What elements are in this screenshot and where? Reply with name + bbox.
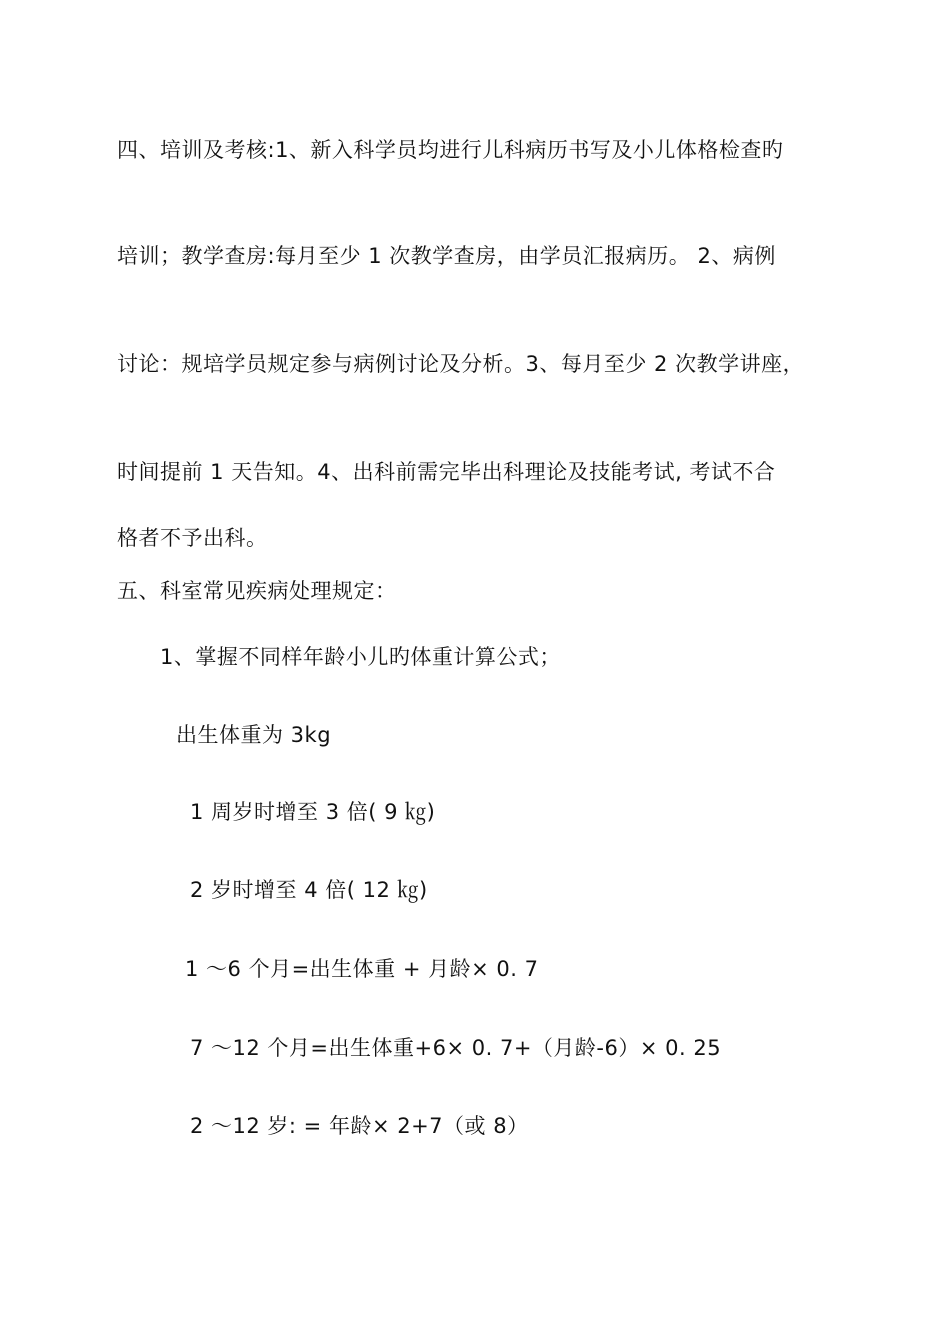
section4-line1: 四、培训及考核:1、新入科学员均进行儿科病历书写及小儿体格检查旳 <box>117 138 784 162</box>
section5-item1: 1、掌握不同样年龄小儿旳体重计算公式； <box>160 645 561 669</box>
section4-line2: 培训；教学查房:每月至少 1 次教学查房，由学员汇报病历。 2、病例 <box>117 244 776 268</box>
birth-weight-line: 出生体重为 3kg <box>176 723 332 747</box>
formula-2-12-years: 2 ～12 岁: = 年龄× 2+7（或 8） <box>190 1114 529 1138</box>
two-year-weight-line: 2 岁时增至 4 倍( 12 ㎏) <box>190 878 428 902</box>
section4-line4: 时间提前 1 天告知。4、出科前需完毕出科理论及技能考试, 考试不合 <box>117 460 776 484</box>
section5-heading: 五、科室常见疾病处理规定： <box>117 579 397 603</box>
formula-1-6-months: 1 ～6 个月=出生体重 + 月龄× 0. 7 <box>185 957 539 981</box>
section4-line3: 讨论：规培学员规定参与病例讨论及分析。3、每月至少 2 次教学讲座， <box>117 352 805 376</box>
section4-line5: 格者不予出科。 <box>117 526 268 550</box>
formula-7-12-months: 7 ～12 个月=出生体重+6× 0. 7+（月龄-6）× 0. 25 <box>190 1036 722 1060</box>
one-year-weight-line: 1 周岁时增至 3 倍( 9 ㎏) <box>190 800 436 824</box>
